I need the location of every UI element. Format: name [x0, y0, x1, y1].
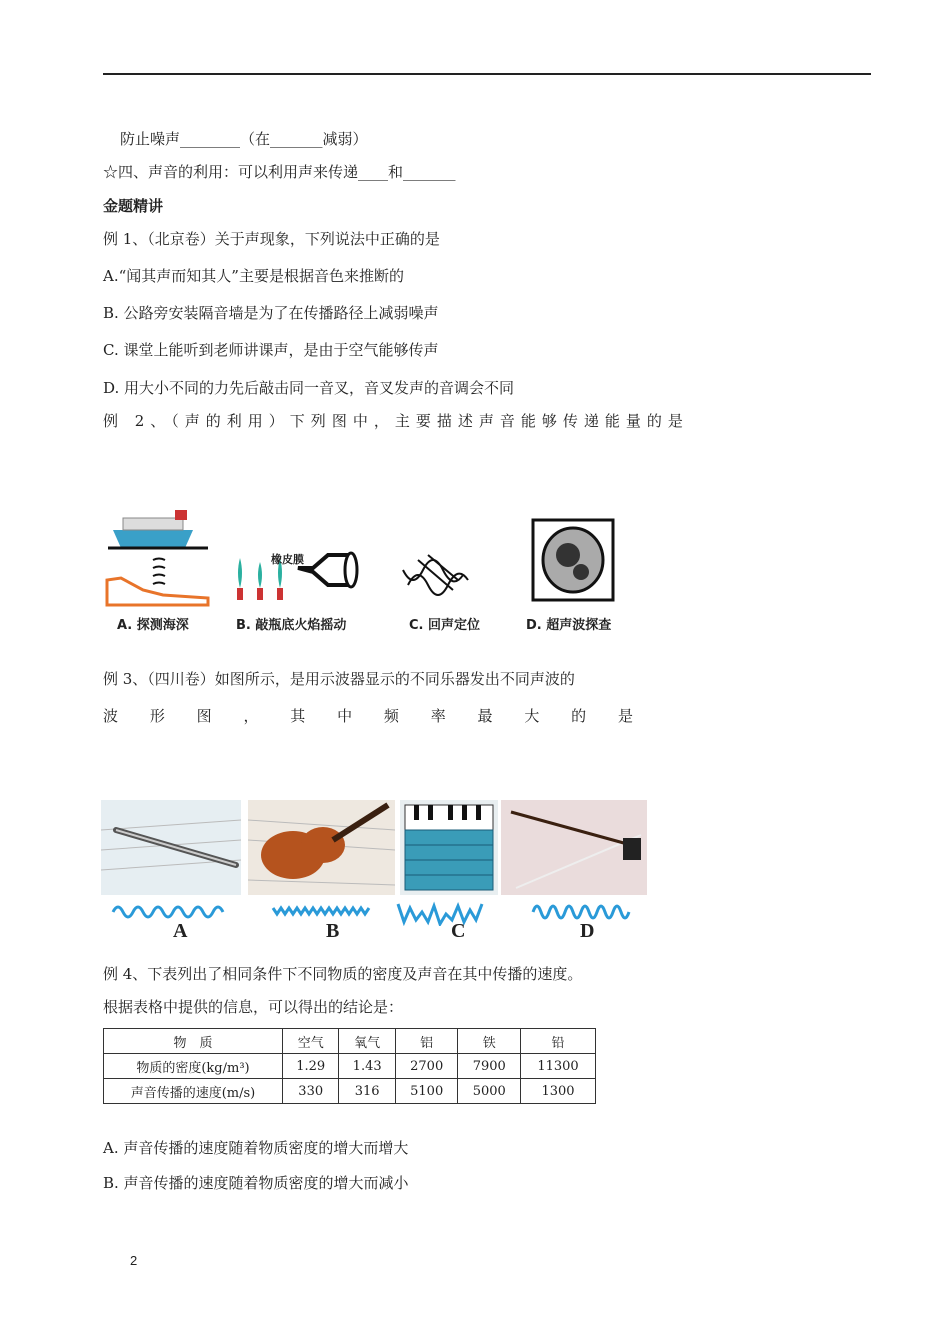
letter-c: C: [451, 920, 466, 942]
table-cell: 5100: [395, 1079, 458, 1104]
table-header-cell: 铝: [395, 1029, 458, 1054]
char: 最: [477, 707, 493, 725]
example-1-option-a: A.“闻其声而知其人”主要是根据音色来推断的: [103, 267, 404, 285]
density-speed-table: [103, 1028, 596, 1104]
example-2-question: 例 2、（声的利用）下列图中，主要描述声音能够传递能量的是: [103, 412, 689, 430]
table-cell: 1.29: [283, 1054, 339, 1079]
example-1-question: 例 1、（北京卷）关于声现象，下列说法中正确的是: [103, 230, 440, 248]
caption-d: D. 超声波探查: [526, 618, 612, 633]
table-header-cell: 铅: [521, 1029, 596, 1054]
char: 是: [617, 707, 633, 725]
char: 的: [571, 707, 587, 725]
accordion-photo: [400, 800, 498, 895]
table-header-cell: 铁: [458, 1029, 521, 1054]
violin-photo: [248, 800, 395, 895]
waveform-c: [395, 898, 500, 926]
example-1-option-d: D. 用大小不同的力先后敲击同一音叉，音叉发声的音调会不同: [103, 379, 515, 397]
noise-line: 防止噪声________（在_______减弱）: [120, 130, 368, 148]
letter-a: A: [173, 920, 188, 942]
caption-a: A. 探测海深: [117, 618, 189, 633]
char: 形: [149, 707, 165, 725]
table-cell: 7900: [458, 1054, 521, 1079]
table-header-row: [104, 1029, 596, 1054]
caption-b: B. 敲瓶底火焰摇动: [236, 618, 347, 633]
example-3-question-cont: [103, 705, 633, 726]
char: 大: [524, 707, 540, 725]
membrane-label: 橡皮膜: [271, 553, 304, 566]
example-1-option-c: C. 课堂上能听到老师讲课声，是由于空气能够传声: [103, 341, 439, 359]
letter-d: D: [580, 920, 595, 942]
letter-b: B: [326, 920, 340, 942]
caption-c: C. 回声定位: [409, 618, 481, 633]
table-row: [104, 1054, 596, 1079]
example-1-option-b: B. 公路旁安装隔音墙是为了在传播路径上减弱噪声: [103, 304, 439, 322]
example-4-option-b: B. 声音传播的速度随着物质密度的增大而减小: [103, 1174, 409, 1192]
char: 波: [103, 707, 119, 725]
char: 中: [337, 707, 353, 725]
char: ，: [243, 707, 259, 725]
char: 图: [196, 707, 212, 725]
sound-use-line: ☆四、声音的利用：可以利用声来传递____和_______: [103, 163, 456, 181]
section-title: 金题精讲: [103, 197, 164, 215]
ship-sonar-illustration: [107, 510, 208, 605]
char: 其: [290, 707, 306, 725]
example-4-question-cont: 根据表格中提供的信息，可以得出的结论是：: [103, 998, 404, 1016]
table-cell: 1.43: [339, 1054, 395, 1079]
table-cell: 316: [339, 1079, 395, 1104]
example-4-question: 例 4、下表列出了相同条件下不同物质的密度及声音在其中传播的速度。: [103, 965, 583, 983]
table-cell: 2700: [395, 1054, 458, 1079]
table-cell: 声音传播的速度(m/s): [104, 1079, 283, 1104]
page-number: 2: [130, 1253, 138, 1268]
table-header-cell: 空气: [283, 1029, 339, 1054]
flute-photo: [101, 800, 241, 895]
example-4-option-a: A. 声音传播的速度随着物质密度的增大而增大: [103, 1139, 409, 1157]
header-rule: [103, 73, 871, 75]
table-header-cell: 氧气: [339, 1029, 395, 1054]
erhu-photo: [501, 800, 647, 895]
figure-2-illustrations: [103, 510, 643, 610]
table-cell: 11300: [521, 1054, 596, 1079]
table-cell: 1300: [521, 1079, 596, 1104]
char: 频: [383, 707, 399, 725]
table-cell: 物质的密度(kg/m³): [104, 1054, 283, 1079]
char: 率: [430, 707, 446, 725]
table-row: [104, 1079, 596, 1104]
table-header-cell: 物 质: [104, 1029, 283, 1054]
table-cell: 5000: [458, 1079, 521, 1104]
waveform-a: [110, 898, 230, 926]
example-3-question: 例 3、（四川卷）如图所示，是用示波器显示的不同乐器发出不同声波的: [103, 670, 575, 688]
table-cell: 330: [283, 1079, 339, 1104]
echolocation-illustration: [403, 555, 468, 595]
ultrasound-scan-illustration: [533, 520, 613, 600]
